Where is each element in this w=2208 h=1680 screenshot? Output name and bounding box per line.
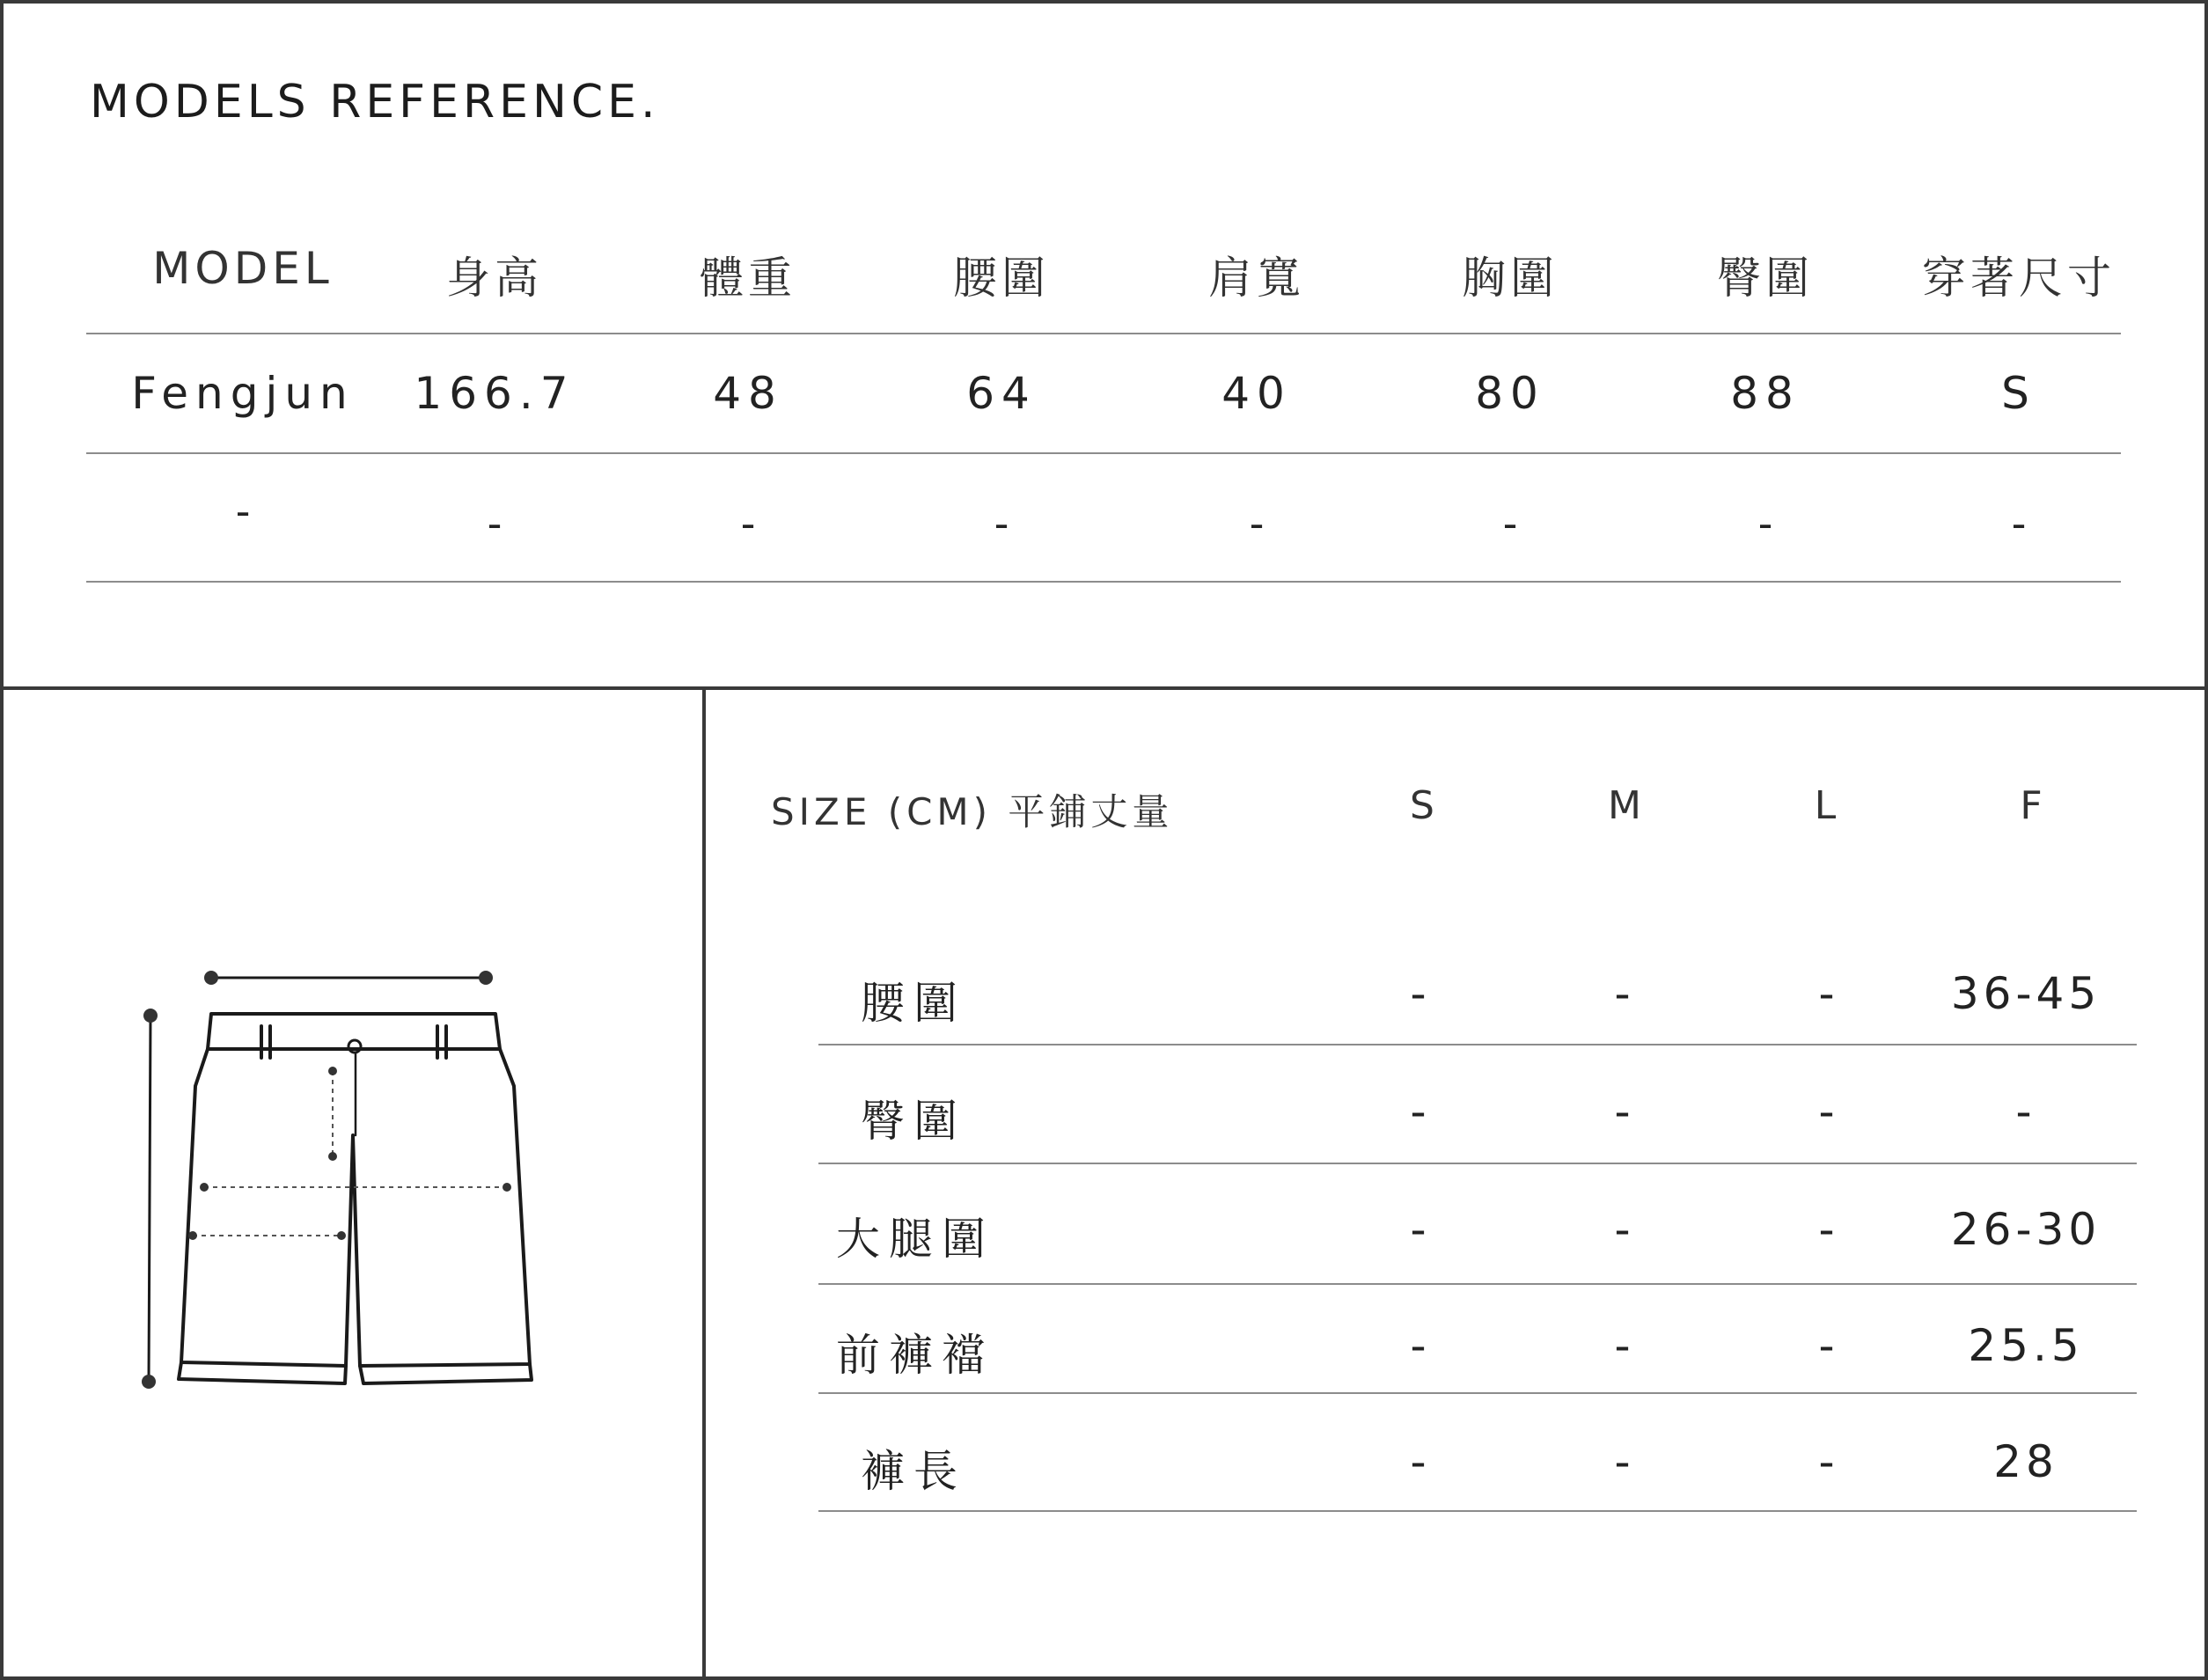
table-cell: - bbox=[1614, 1436, 1635, 1487]
table-divider bbox=[818, 1392, 2137, 1394]
table-cell: 36-45 bbox=[1950, 968, 2102, 1019]
column-header: 腰圍 bbox=[953, 253, 1050, 304]
measurement-label: 臀圍 bbox=[861, 1096, 966, 1147]
table-cell: 48 bbox=[713, 368, 783, 419]
table-cell: - bbox=[1818, 1436, 1839, 1487]
table-cell: - bbox=[1818, 1086, 1839, 1137]
table-divider bbox=[818, 1283, 2137, 1285]
measurement-label: 前褲襠 bbox=[836, 1330, 994, 1381]
table-cell: Fengjun bbox=[131, 368, 355, 419]
table-cell: - bbox=[1502, 500, 1518, 547]
column-header: 肩寬 bbox=[1208, 253, 1305, 304]
table-cell: - bbox=[1818, 968, 1839, 1019]
table-cell: - bbox=[1410, 1320, 1431, 1371]
size-column-header: L bbox=[1814, 783, 1837, 828]
table-cell: 40 bbox=[1221, 368, 1292, 419]
table-cell: - bbox=[1614, 1204, 1635, 1255]
table-cell: - bbox=[1614, 1086, 1635, 1137]
table-cell: - bbox=[740, 500, 756, 547]
size-column-header: F bbox=[2020, 783, 2043, 828]
table-cell: - bbox=[1757, 500, 1773, 547]
table-cell: - bbox=[1614, 968, 1635, 1019]
table-cell: - bbox=[2011, 500, 2027, 547]
table-cell: - bbox=[1614, 1320, 1635, 1371]
size-column-header: S bbox=[1410, 783, 1434, 828]
table-cell: - bbox=[1410, 968, 1431, 1019]
size-chart-title: SIZE (CM) 平鋪丈量 bbox=[771, 790, 1174, 833]
measurement-label: 腰圍 bbox=[861, 978, 966, 1029]
table-divider bbox=[818, 1510, 2137, 1512]
shorts-measurement-diagram-icon bbox=[0, 0, 706, 1680]
table-cell: 80 bbox=[1475, 368, 1545, 419]
table-cell: - bbox=[994, 500, 1009, 547]
table-cell: - bbox=[1818, 1320, 1839, 1371]
table-divider bbox=[818, 1044, 2137, 1045]
column-header: 身高 bbox=[446, 253, 543, 304]
table-cell: 26-30 bbox=[1950, 1204, 2102, 1255]
table-cell: - bbox=[1818, 1204, 1839, 1255]
table-cell: 88 bbox=[1730, 368, 1801, 419]
table-cell: - bbox=[1410, 1436, 1431, 1487]
table-cell: - bbox=[235, 488, 251, 535]
table-cell: 25.5 bbox=[1968, 1320, 2084, 1371]
table-cell: 166.7 bbox=[414, 368, 576, 419]
table-divider bbox=[818, 1163, 2137, 1164]
table-cell: - bbox=[2015, 1086, 2036, 1137]
table-cell: - bbox=[1410, 1204, 1431, 1255]
table-cell: 64 bbox=[966, 368, 1037, 419]
measurement-label: 褲長 bbox=[861, 1446, 966, 1497]
table-cell: - bbox=[1410, 1086, 1431, 1137]
table-cell: 28 bbox=[1993, 1436, 2058, 1487]
column-header: 穿著尺寸 bbox=[1922, 253, 2116, 304]
measurement-label: 大腿圍 bbox=[836, 1214, 994, 1265]
size-column-header: M bbox=[1608, 783, 1641, 828]
column-header: 胸圍 bbox=[1462, 253, 1559, 304]
column-header: 體重 bbox=[700, 253, 796, 304]
table-cell: - bbox=[1249, 500, 1265, 547]
models-reference-title: MODELS REFERENCE. bbox=[90, 76, 660, 128]
table-cell: S bbox=[2001, 368, 2036, 419]
table-cell: - bbox=[487, 500, 502, 547]
column-header: MODEL bbox=[152, 243, 334, 294]
column-header: 臀圍 bbox=[1717, 253, 1814, 304]
